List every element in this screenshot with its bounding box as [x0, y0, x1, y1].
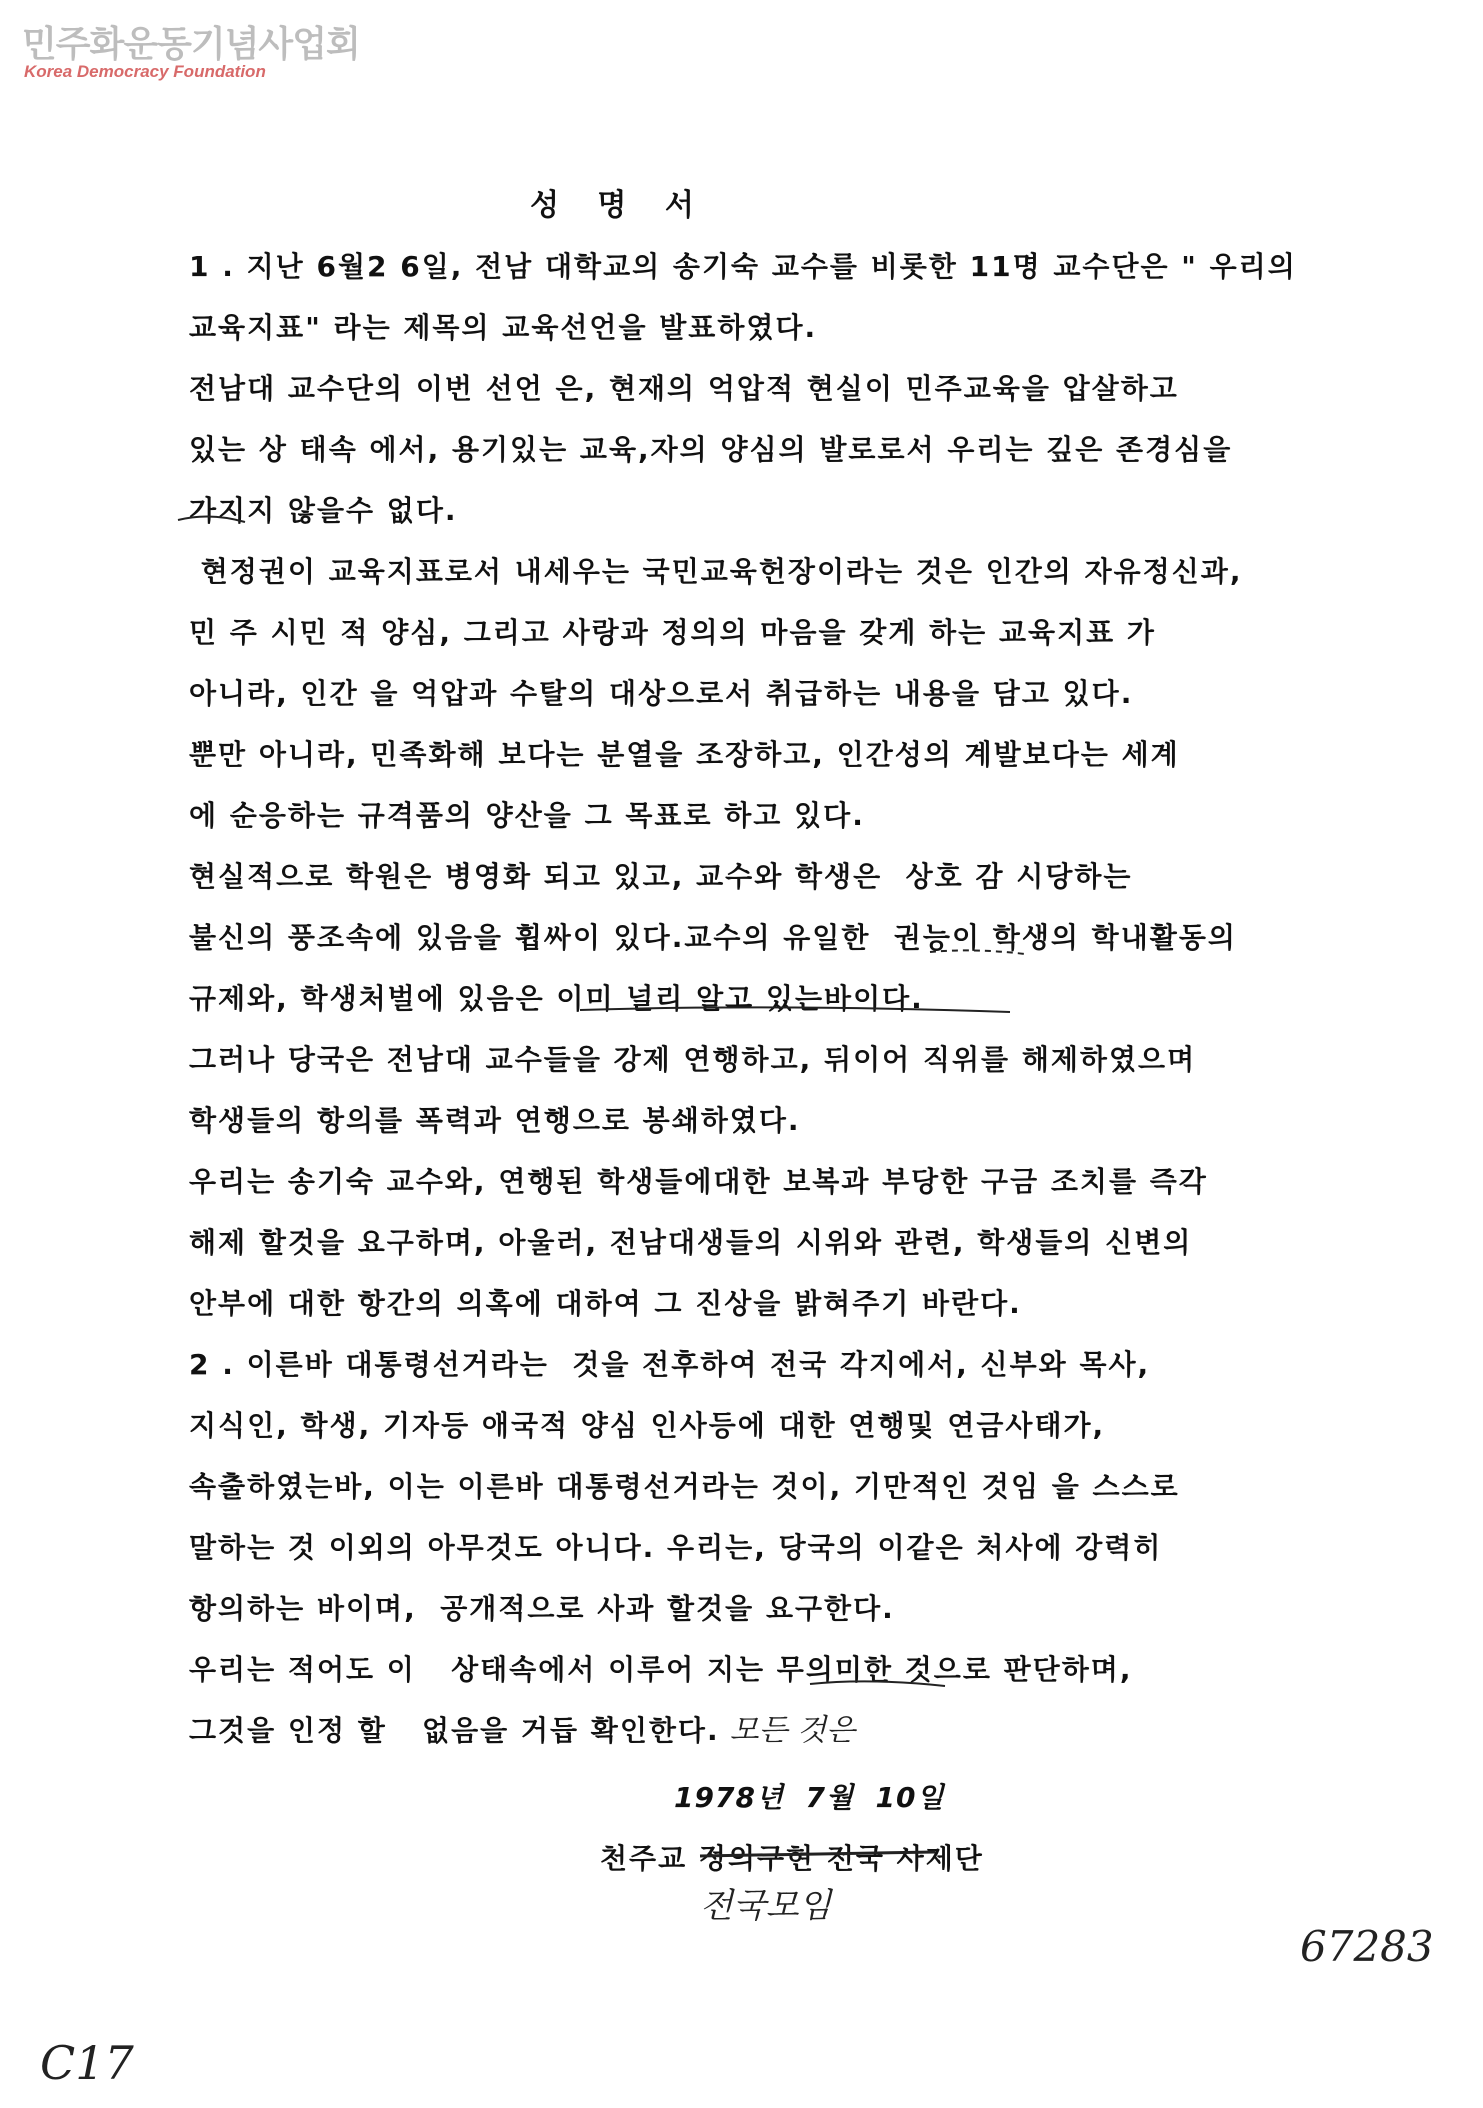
- statement-line-7: 민 주 시민 적 양심, 그리고 사랑과 정의의 마음을 갖게 하는 교육지표 가: [189, 616, 1156, 649]
- statement-line-21: 속출하였는바, 이는 이른바 대통령선거라는 것이, 기만적인 것임 을 스스로: [189, 1470, 1180, 1503]
- statement-line-10: 에 순응하는 규격품의 양산을 그 목표로 하고 있다.: [189, 799, 865, 832]
- statement-line-8: 아니라, 인간 을 억압과 수탈의 대상으로서 취급하는 내용을 담고 있다.: [189, 677, 1134, 710]
- document-date: 1978년 7월 10일: [674, 1781, 945, 1814]
- statement-line-20: 지식인, 학생, 기자등 애국적 양심 인사등에 대한 연행및 연금사태가,: [189, 1409, 1106, 1442]
- statement-line-11: 현실적으로 학원은 병영화 되고 있고, 교수와 학생은 상호 감 시당하는: [189, 860, 1133, 893]
- handwritten-signature: 전국모임: [700, 1886, 832, 1926]
- watermark-korean: 민주화운동기념사업회: [22, 24, 360, 65]
- statement-line-24: 우리는 적어도 이 상태속에서 이루어 지는 무의미한 것으로 판단하며,: [189, 1653, 1133, 1686]
- statement-line-12: 불신의 풍조속에 있음을 휩싸이 있다.교수의 유일한 권능이 학생의 학내활동의: [189, 921, 1237, 954]
- statement-line-2: 교육지표" 라는 제목의 교육선언을 발표하였다.: [189, 311, 818, 344]
- statement-line-5: 가지지 않을수 없다.: [189, 494, 458, 527]
- statement-line-18: 안부에 대한 항간의 의혹에 대하여 그 진상을 밝혀주기 바란다.: [189, 1287, 1022, 1320]
- statement-line-23: 항의하는 바이며, 공개적으로 사과 할것을 요구한다.: [189, 1592, 895, 1625]
- document-title: 성 명 서: [530, 188, 708, 223]
- statement-line-16: 우리는 송기숙 교수와, 연행된 학생들에대한 보복과 부당한 구금 조치를 즉각: [189, 1165, 1208, 1198]
- statement-line-17: 해제 할것을 요구하며, 아울러, 전남대생들의 시위와 관련, 학생들의 신변의: [189, 1226, 1193, 1259]
- statement-line-15: 학생들의 항의를 폭력과 연행으로 봉쇄하였다.: [189, 1104, 801, 1137]
- statement-line-22: 말하는 것 이외의 아무것도 아니다. 우리는, 당국의 이같은 처사에 강력히: [189, 1531, 1163, 1564]
- watermark-english: Korea Democracy Foundation: [24, 62, 266, 81]
- handwritten-insert: 모든 것은: [729, 1714, 856, 1748]
- statement-line-25-text: 그것을 인정 할 없음을 거듭 확인한다.: [189, 1714, 720, 1747]
- statement-line-13: 규제와, 학생처벌에 있음은 이미 널리 알고 있는바이다.: [189, 982, 924, 1015]
- statement-body: [189, 250, 1389, 1775]
- statement-line-9: 뿐만 아니라, 민족화해 보다는 분열을 조장하고, 인간성의 계발보다는 세계: [189, 738, 1180, 771]
- statement-line-1: 1 . 지난 6월2 6일, 전남 대학교의 송기숙 교수를 비롯한 11명 교수단은 " 우리의: [189, 250, 1297, 283]
- statement-line-6: 현정권이 교육지표로서 내세우는 국민교육헌장이라는 것은 인간의 자유정신과,: [189, 555, 1243, 588]
- signatory: 천주교 정의구현 전국 사제단: [600, 1842, 984, 1875]
- statement-line-14: 그러나 당국은 전남대 교수들을 강제 연행하고, 뒤이어 직위를 해제하였으며: [189, 1043, 1197, 1076]
- statement-line-19: 2 . 이른바 대통령선거라는 것을 전후하여 전국 각지에서, 신부와 목사,: [189, 1348, 1151, 1381]
- statement-line-4: 있는 상 태속 에서, 용기있는 교육,자의 양심의 발로로서 우리는 깊은 존경심을: [189, 433, 1233, 466]
- statement-line-25: [189, 1714, 1389, 1775]
- handwritten-page-number: 67283: [1300, 1922, 1434, 1971]
- statement-line-3: 전남대 교수단의 이번 선언 은, 현재의 억압적 현실이 민주교육을 압살하고: [189, 372, 1179, 405]
- handwritten-corner-mark: C17: [40, 2036, 134, 2090]
